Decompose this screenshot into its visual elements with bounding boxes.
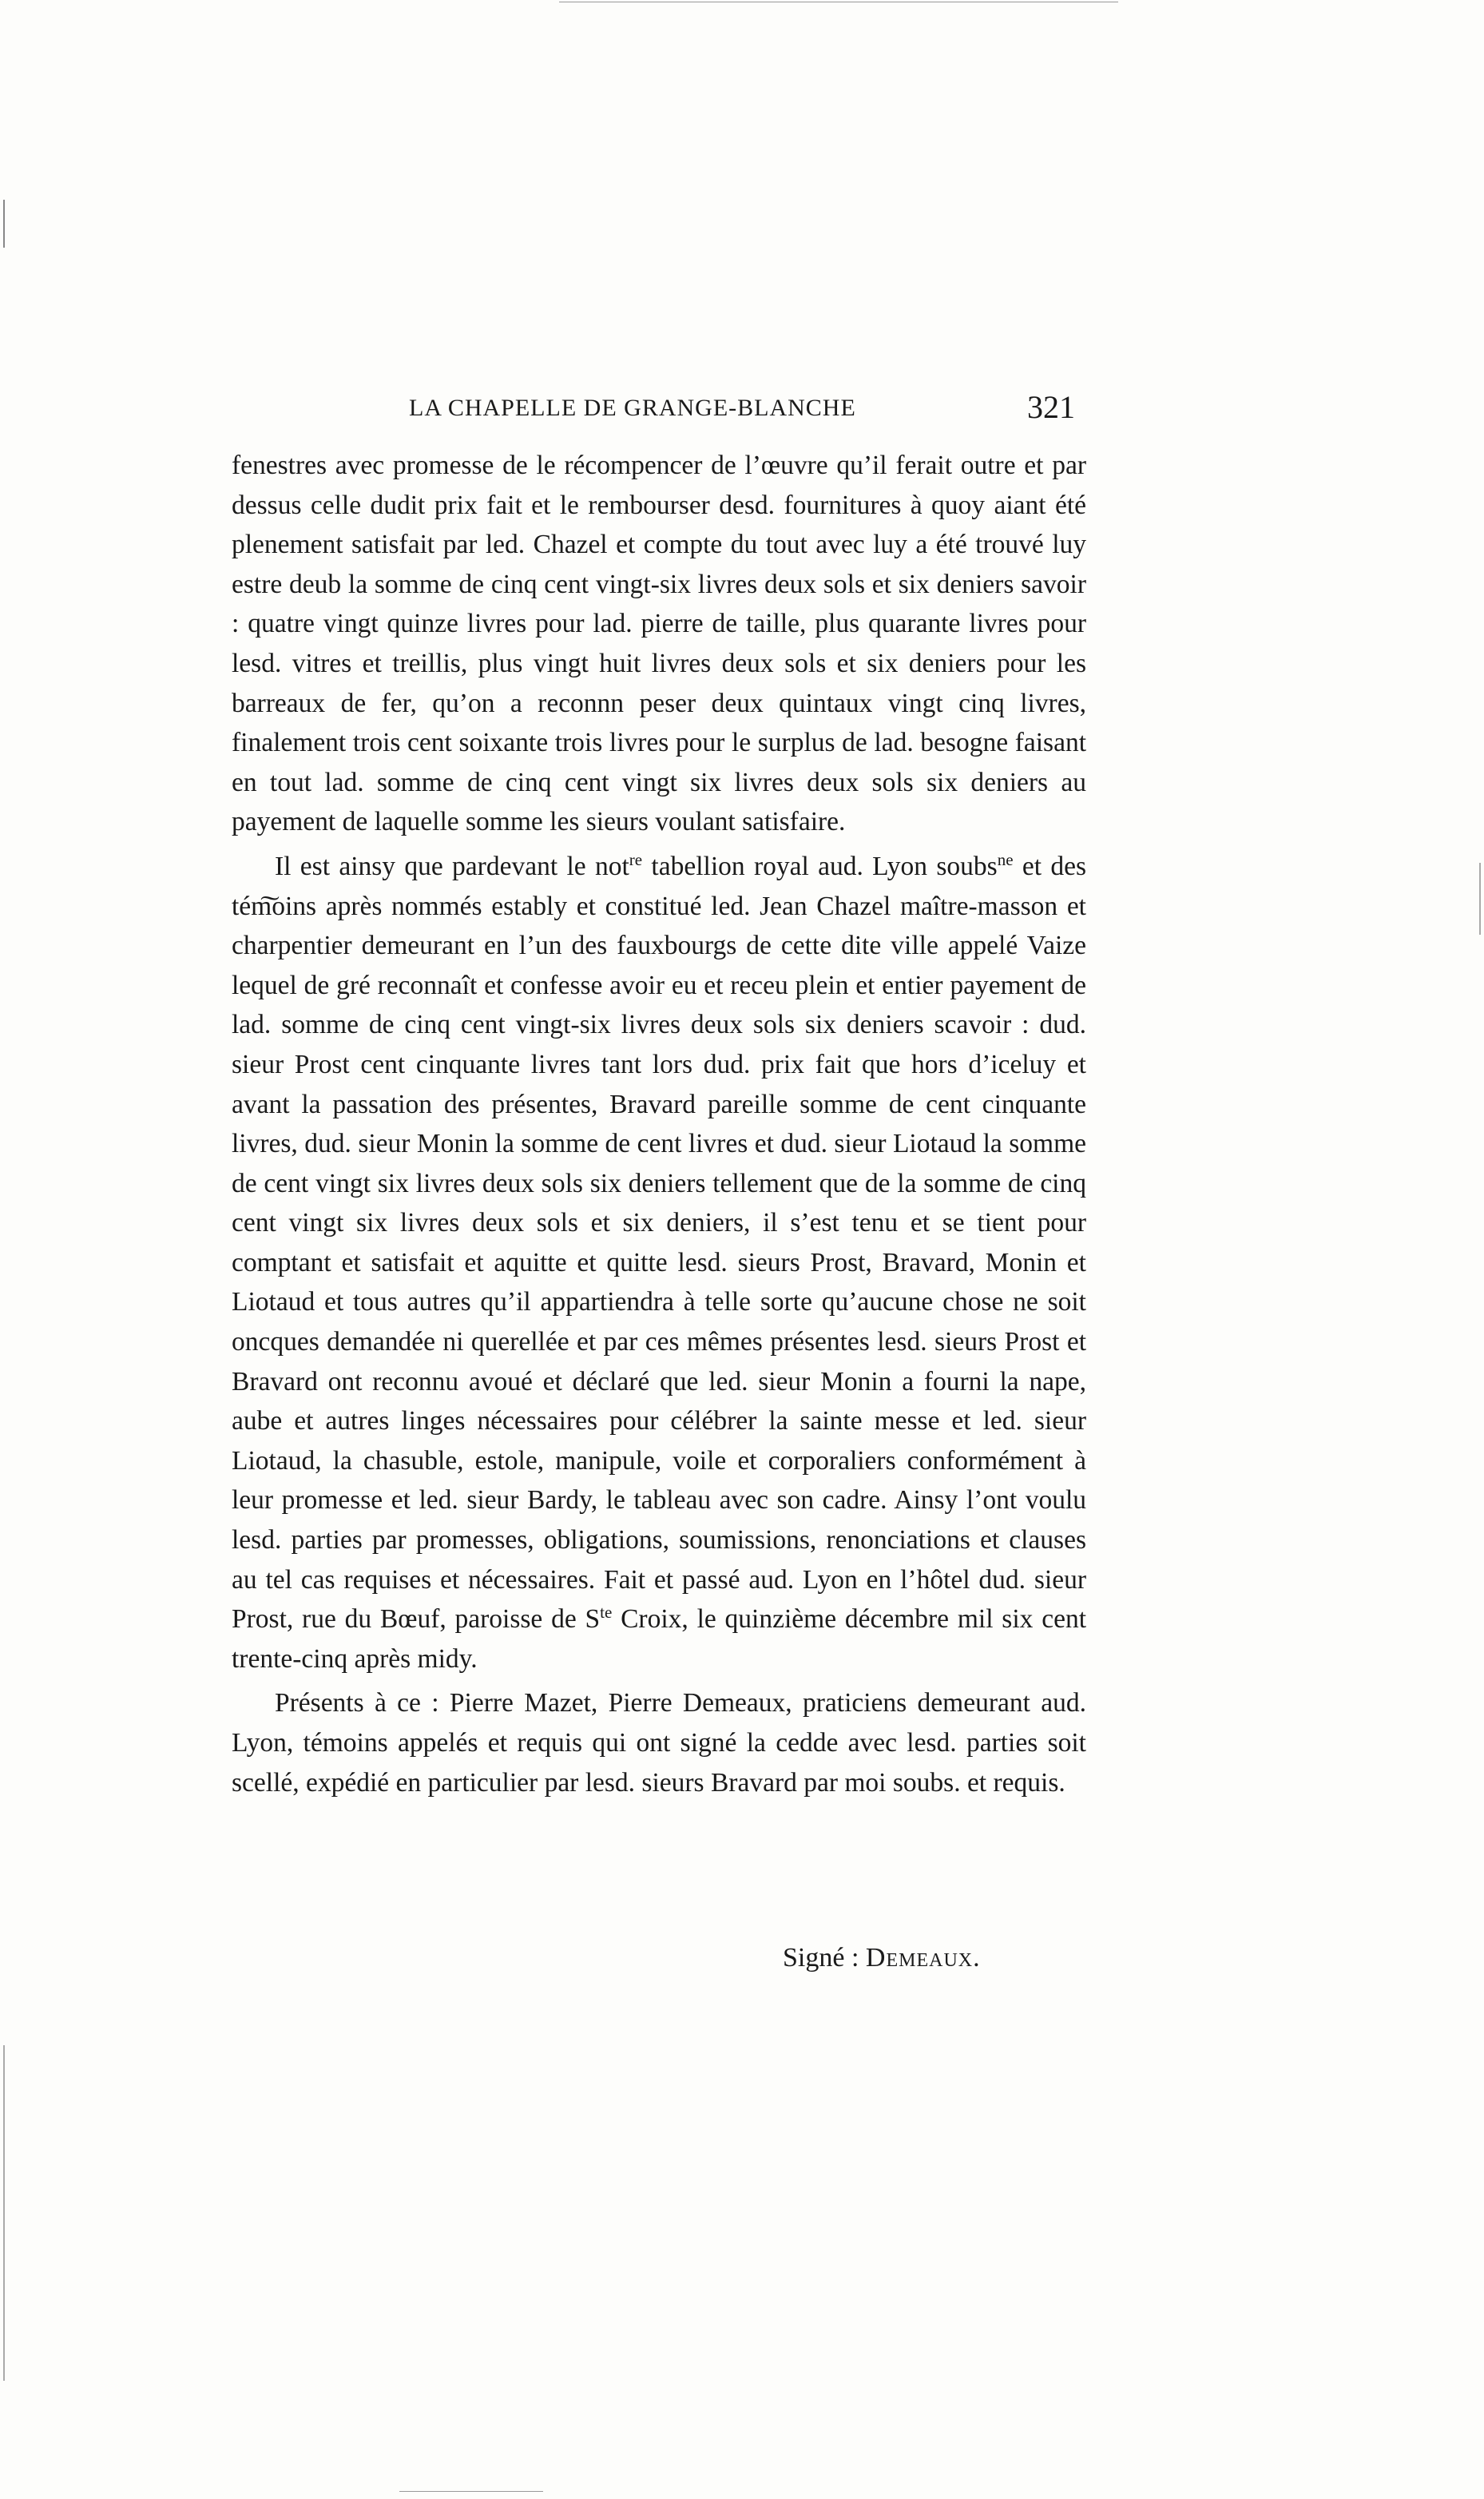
- scan-edge-line-left-lower: [3, 2045, 5, 2381]
- running-title: LA CHAPELLE DE GRANGE-BLANCHE: [409, 395, 856, 421]
- paragraph-2-part-4: Croix, le quinzième décembre mil six cent trente-cinq après midy.: [232, 1604, 1086, 1674]
- signature-label: Signé :: [783, 1943, 859, 1973]
- superscript-notre: re: [629, 849, 643, 869]
- scan-edge-line-left: [3, 200, 5, 248]
- body-text: [232, 446, 1086, 1802]
- paragraph-2-part-2: tabellion royal aud. Lyon soubs: [642, 851, 998, 881]
- superscript-soubsne: ne: [997, 849, 1014, 869]
- signature-line: [783, 1943, 981, 1973]
- page-number: 321: [1027, 389, 1075, 425]
- paragraph-2-part-3: et des tém͠oins après nommés estably et constitué led. Jean Chazel maître-masson et charpentier demeurant en l’un des fauxbourgs de cette dite ville appelé Vaize lequel de gré reconnaît et confesse avoir eu et receu plein et entier payement de lad. somme de cinq cent vingt-six livres deux sols six deniers scavoir : dud. sieur Prost cent cinquante livres tant lors dud. prix fait que hors d’iceluy et avant la passation des présentes, Bravard pareille somme de cent cinquante livres, dud. sieur Monin la somme de cent livres et dud. sieur Liotaud la somme de cent vingt six livres deux sols six deniers tellement que de la somme de cinq cent vingt six livres deux sols et six deniers, il s’est tenu et se tient pour comptant et satisfait et aquitte et quitte lesd. sieurs Prost, Bravard, Monin et Liotaud et tous autres qu’il appartiendra à telle sorte qu’aucune chose ne soit oncques demandée ni querellée et par ces mêmes présentes lesd. sieurs Prost et Bravard ont reconnu avoué et déclaré que led. sieur Monin a fourni la nape, aube et autres linges nécessaires pour célébrer la sainte messe et led. sieur Liotaud, la chasuble, estole, manipule, voile et corporaliers conformément à leur promesse et led. sieur Bardy, le tableau avec son cadre. Ainsy l’ont voulu lesd. parties par promesses, obligations, soumissions, renonciations et clauses au tel cas requises et nécessaires. Fait et passé aud. Lyon en l’hôtel dud. sieur Prost, rue du Bœuf, paroisse de S: [232, 851, 1087, 1635]
- scan-edge-line-right: [1479, 863, 1481, 935]
- paragraph-1: fenestres avec promesse de le récompencer de l’œuvre qu’il ferait outre et par dessus celle dudit prix fait et le rembourser desd. fournitures à quoy aiant été plenement satisfait par led. Chazel et compte du tout avec luy a été trouvé luy estre deub la somme de cinq cent vingt-six livres deux sols et six deniers savoir : quatre vingt quinze livres pour lad. pierre de taille, plus quarante livres pour lesd. vitres et treillis, plus vingt huit livres deux sols et six deniers pour les barreaux de fer, qu’on a reconnn peser deux quintaux vingt cinq livres, finalement trois cent soixante trois livres pour le surplus de lad. besogne faisant en tout lad. somme de cinq cent vingt six livres deux sols six deniers au payement de laquelle somme les sieurs voulant satisfaire.: [232, 451, 1086, 837]
- superscript-sainte: te: [600, 1603, 613, 1623]
- paragraph-2-part-1: Il est ainsy que pardevant le not: [275, 851, 629, 881]
- paragraph-2: [232, 847, 1086, 1679]
- scan-edge-line-bottom: [399, 2491, 543, 2492]
- paragraph-3: Présents à ce : Pierre Mazet, Pierre Demeaux, praticiens demeurant aud. Lyon, témoins appelés et requis qui ont signé la cedde avec lesd. parties soit scellé, expédié en particulier par lesd. sieurs Bravard par moi soubs. et requis.: [232, 1688, 1086, 1798]
- signature-name: Demeaux.: [865, 1943, 981, 1973]
- running-head: [232, 388, 1094, 433]
